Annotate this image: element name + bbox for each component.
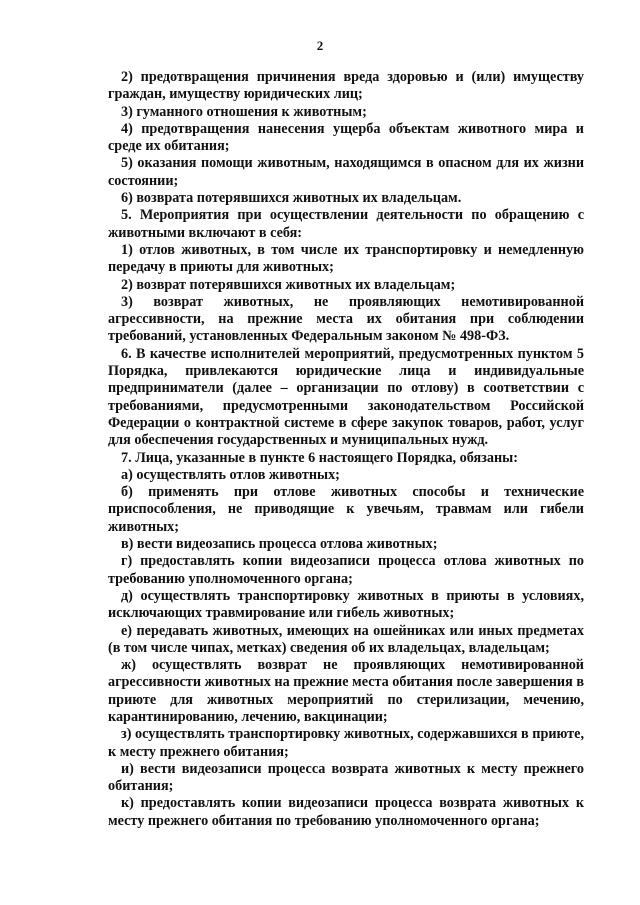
paragraph: в) вести видеозапись процесса отлова животных; [121,536,438,553]
paragraph: е) передавать животных, имеющих на ошейниках или иных предметах (в том числе чипах, метках) сведения об их владельцах, владельцам; [108,622,584,656]
paragraph: 3) гуманного отношения к животным; [121,103,367,120]
paragraph: 7. Лица, указанные в пункте 6 настоящего Порядка, обязаны: [121,449,518,466]
paragraph: б) применять при отлове животных способы и технические приспособления, не приводящие к увечьям, травмам или гибели животных; [108,484,584,535]
paragraph: з) осуществлять транспортировку животных, содержавшихся в приюте, к месту прежнего обитания; [108,726,584,760]
paragraph: и) вести видеозаписи процесса возврата животных к месту прежнего обитания; [108,760,584,795]
paragraph: 6. В качестве исполнителей мероприятий, предусмотренных пунктом 5 Порядка, привлекаются юридические лица и индивидуальные предприниматели (далее – организации по отлову) в соответствии с требованиями, предусмотренными законодательством Российской Федерации о контрактной системе в сфере закупок товаров, работ, услуг для обеспечения государственных и муниципальных нужд. [108,345,584,449]
paragraph: к) предоставлять копии видеозаписи процесса возврата животных к месту прежнего обитания по требованию уполномоченного органа; [108,795,584,829]
paragraph: г) предоставлять копии видеозаписи процесса отлова животных по требованию уполномоченного органа; [108,553,584,587]
paragraph: 3) возврат животных, не проявляющих немотивированной агрессивности, на прежние места их обитания при соблюдении требований, установленных Федеральным законом № 498-ФЗ. [108,293,584,345]
paragraph: 2) предотвращения причинения вреда здоровью и (или) имуществу граждан, имуществу юридических лиц; [108,69,584,103]
paragraph: 5) оказания помощи животным, находящимся в опасном для их жизни состоянии; [108,155,584,189]
paragraph: 6) возврата потерявшихся животных их владельцам. [121,190,462,207]
paragraph: 4) предотвращения нанесения ущерба объектам животного мира и среде их обитания; [108,120,584,155]
paragraph: д) осуществлять транспортировку животных в приюты в условиях, исключающих травмирование или гибель животных; [108,587,584,622]
paragraph: 2) возврат потерявшихся животных их владельцам; [121,276,456,293]
paragraph: 5. Мероприятия при осуществлении деятельности по обращению с животными включают в себя: [108,207,584,241]
paragraph: а) осуществлять отлов животных; [121,466,340,483]
document-body [108,69,584,830]
paragraph: ж) осуществлять возврат не проявляющих немотивированной агрессивности животных на прежние места обитания после завершения в приюте для животных мероприятий по стерилизации, мечению, карантинированию, лечению, вакцинации; [108,657,584,725]
paragraph: 1) отлов животных, в том числе их транспортировку и немедленную передачу в приюты для животных; [108,241,584,276]
page-number: 2 [316,38,324,53]
